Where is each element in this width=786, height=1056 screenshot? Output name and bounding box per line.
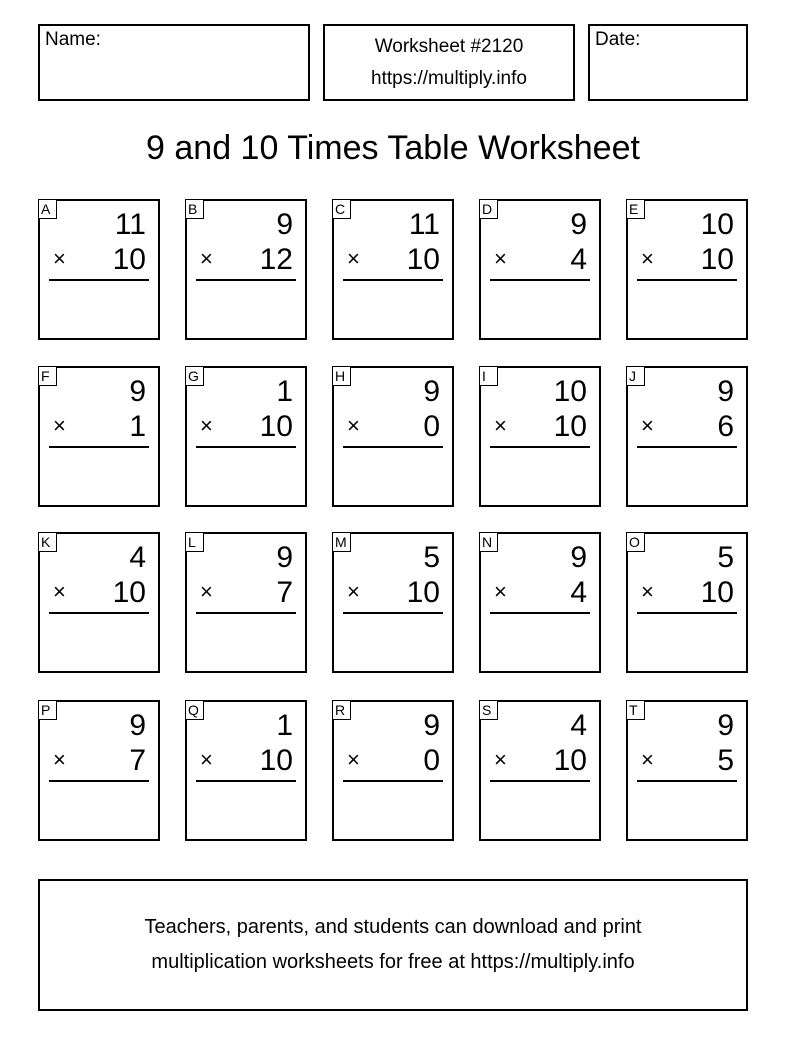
problem-letter: D xyxy=(479,199,498,219)
problem-top-number: 10 xyxy=(700,208,734,241)
problem-letter: B xyxy=(185,199,204,219)
answer-line xyxy=(49,780,149,782)
problem-card[interactable] xyxy=(479,366,601,507)
problem-bottom-number: 10 xyxy=(112,576,146,609)
problem-letter: P xyxy=(38,700,57,720)
answer-line xyxy=(490,446,590,448)
multiply-sign: × xyxy=(53,747,66,772)
date-field[interactable] xyxy=(588,24,748,101)
problem-letter: O xyxy=(626,532,645,552)
answer-line xyxy=(637,612,737,614)
problem-letter: T xyxy=(626,700,645,720)
problem-bottom-number: 4 xyxy=(570,576,587,609)
problem-bottom-number: 10 xyxy=(259,744,293,777)
problem-card[interactable] xyxy=(38,532,160,673)
multiply-sign: × xyxy=(53,413,66,438)
multiply-sign: × xyxy=(347,246,360,271)
answer-line xyxy=(343,279,443,281)
problem-card[interactable] xyxy=(626,700,748,841)
problem-top-number: 10 xyxy=(553,375,587,408)
problem-top-number: 9 xyxy=(276,541,293,574)
problem-top-number: 9 xyxy=(276,208,293,241)
problem-letter: R xyxy=(332,700,351,720)
multiply-sign: × xyxy=(641,246,654,271)
problem-letter: Q xyxy=(185,700,204,720)
problem-bottom-number: 0 xyxy=(423,744,440,777)
problem-letter: C xyxy=(332,199,351,219)
multiply-sign: × xyxy=(200,747,213,772)
problem-letter: L xyxy=(185,532,204,552)
multiply-sign: × xyxy=(347,413,360,438)
date-label: Date: xyxy=(595,29,641,50)
name-field[interactable] xyxy=(38,24,310,101)
problem-letter: E xyxy=(626,199,645,219)
problem-top-number: 9 xyxy=(423,709,440,742)
multiply-sign: × xyxy=(53,246,66,271)
multiply-sign: × xyxy=(494,246,507,271)
problem-bottom-number: 10 xyxy=(259,410,293,443)
problem-letter: K xyxy=(38,532,57,552)
answer-line xyxy=(49,279,149,281)
problem-card[interactable] xyxy=(38,199,160,340)
problem-top-number: 5 xyxy=(717,541,734,574)
problem-card[interactable] xyxy=(185,366,307,507)
problem-bottom-number: 4 xyxy=(570,243,587,276)
problem-letter: A xyxy=(38,199,57,219)
problem-bottom-number: 0 xyxy=(423,410,440,443)
problem-bottom-number: 5 xyxy=(717,744,734,777)
problem-top-number: 11 xyxy=(114,208,146,241)
multiply-sign: × xyxy=(200,246,213,271)
problem-top-number: 9 xyxy=(570,208,587,241)
problem-bottom-number: 1 xyxy=(129,410,146,443)
problem-bottom-number: 10 xyxy=(553,410,587,443)
problem-top-number: 4 xyxy=(129,541,146,574)
answer-line xyxy=(196,446,296,448)
worksheet-info-box xyxy=(323,24,575,101)
problem-card[interactable] xyxy=(185,700,307,841)
answer-line xyxy=(343,612,443,614)
problem-card[interactable] xyxy=(626,366,748,507)
problem-top-number: 9 xyxy=(717,709,734,742)
problem-letter: F xyxy=(38,366,57,386)
multiply-sign: × xyxy=(494,747,507,772)
problem-bottom-number: 10 xyxy=(700,576,734,609)
answer-line xyxy=(196,780,296,782)
problem-bottom-number: 10 xyxy=(406,243,440,276)
problem-card[interactable] xyxy=(626,199,748,340)
multiply-sign: × xyxy=(200,413,213,438)
answer-line xyxy=(637,279,737,281)
problem-card[interactable] xyxy=(332,532,454,673)
multiply-sign: × xyxy=(494,579,507,604)
problem-bottom-number: 10 xyxy=(112,243,146,276)
problem-card[interactable] xyxy=(185,532,307,673)
problem-bottom-number: 6 xyxy=(717,410,734,443)
problem-card[interactable] xyxy=(332,700,454,841)
page-title: 9 and 10 Times Table Worksheet xyxy=(146,129,640,167)
problem-top-number: 1 xyxy=(276,375,293,408)
answer-line xyxy=(343,446,443,448)
multiply-sign: × xyxy=(641,579,654,604)
answer-line xyxy=(637,780,737,782)
name-label: Name: xyxy=(45,29,101,50)
multiply-sign: × xyxy=(641,413,654,438)
problem-top-number: 9 xyxy=(570,541,587,574)
multiply-sign: × xyxy=(641,747,654,772)
problem-letter: J xyxy=(626,366,645,386)
problem-letter: N xyxy=(479,532,498,552)
multiply-sign: × xyxy=(347,579,360,604)
answer-line xyxy=(196,612,296,614)
problem-top-number: 11 xyxy=(408,208,440,241)
problem-top-number: 9 xyxy=(129,375,146,408)
problem-card[interactable] xyxy=(626,532,748,673)
multiply-sign: × xyxy=(494,413,507,438)
problem-top-number: 9 xyxy=(717,375,734,408)
problem-bottom-number: 7 xyxy=(276,576,293,609)
problem-card[interactable] xyxy=(38,700,160,841)
footer-line-2: multiplication worksheets for free at https://multiply.info xyxy=(151,951,635,973)
problem-letter: S xyxy=(479,700,498,720)
problem-bottom-number: 10 xyxy=(406,576,440,609)
footer-note xyxy=(38,879,748,1011)
problem-card[interactable] xyxy=(332,366,454,507)
problem-letter: I xyxy=(479,366,498,386)
multiply-sign: × xyxy=(53,579,66,604)
worksheet-url: https://multiply.info xyxy=(371,67,527,89)
answer-line xyxy=(490,612,590,614)
answer-line xyxy=(490,279,590,281)
problem-top-number: 4 xyxy=(570,709,587,742)
problem-top-number: 1 xyxy=(276,709,293,742)
problem-card[interactable] xyxy=(332,199,454,340)
problem-card[interactable] xyxy=(479,199,601,340)
footer-line-1: Teachers, parents, and students can download and print xyxy=(144,916,642,938)
answer-line xyxy=(637,446,737,448)
answer-line xyxy=(196,279,296,281)
multiply-sign: × xyxy=(200,579,213,604)
problem-letter: H xyxy=(332,366,351,386)
answer-line xyxy=(49,446,149,448)
problem-card[interactable] xyxy=(185,199,307,340)
answer-line xyxy=(343,780,443,782)
multiply-sign: × xyxy=(347,747,360,772)
problem-top-number: 9 xyxy=(423,375,440,408)
answer-line xyxy=(49,612,149,614)
problem-top-number: 5 xyxy=(423,541,440,574)
problem-card[interactable] xyxy=(479,532,601,673)
problem-bottom-number: 7 xyxy=(129,744,146,777)
problem-top-number: 9 xyxy=(129,709,146,742)
problem-bottom-number: 12 xyxy=(259,243,293,276)
problem-card[interactable] xyxy=(38,366,160,507)
problem-letter: G xyxy=(185,366,204,386)
problem-card[interactable] xyxy=(479,700,601,841)
worksheet-number: Worksheet #2120 xyxy=(374,35,524,57)
problem-letter: M xyxy=(332,532,351,552)
answer-line xyxy=(490,780,590,782)
problem-bottom-number: 10 xyxy=(700,243,734,276)
problem-bottom-number: 10 xyxy=(553,744,587,777)
